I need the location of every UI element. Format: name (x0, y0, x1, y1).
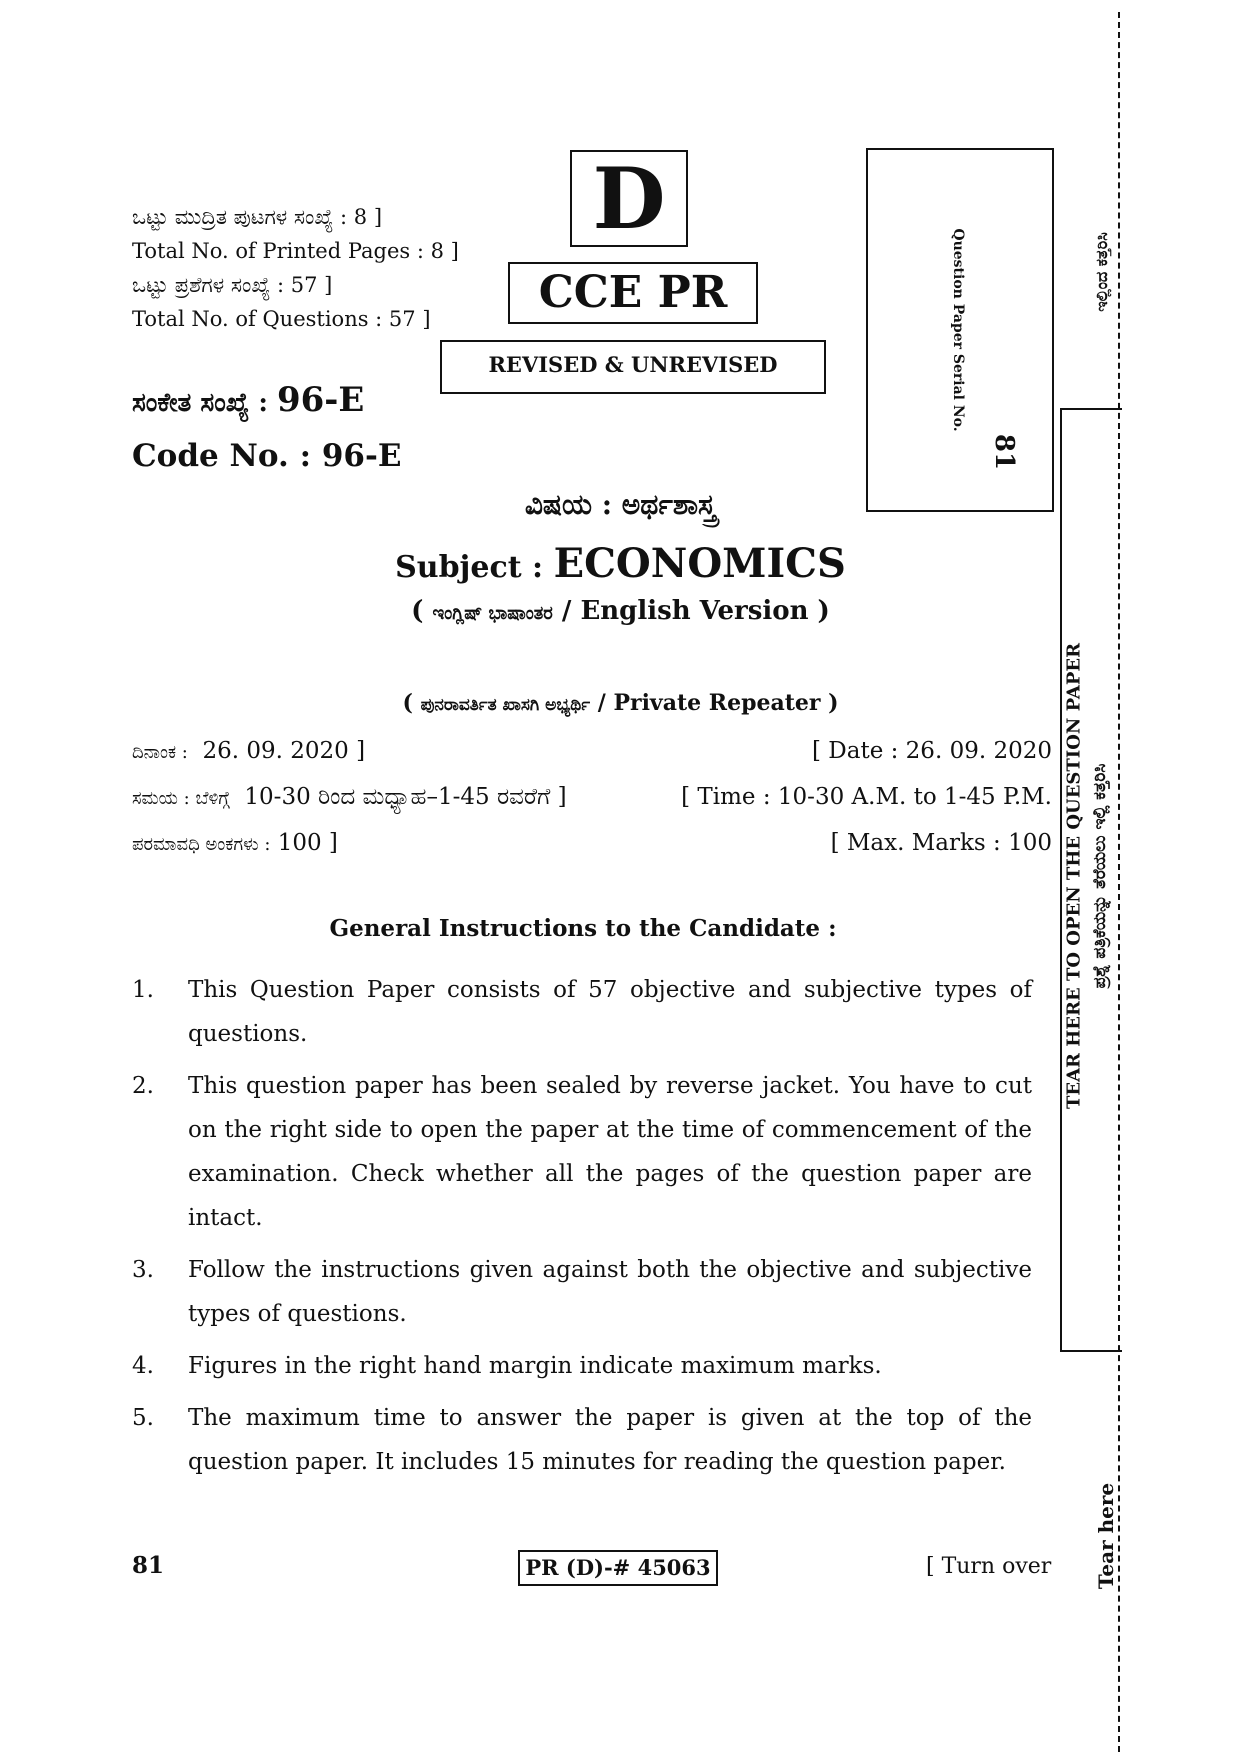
page-number: 81 (132, 1552, 165, 1579)
code-number-kn (132, 380, 364, 420)
tear-instruction-en: TEAR HERE TO OPEN THE QUESTION PAPER (1063, 642, 1085, 1110)
subject-kn: ವಿಷಯ : ಅರ್ಥಶಾಸ್ತ್ರ (524, 488, 717, 521)
subject-value: ECONOMICS (553, 540, 846, 587)
list-item: 1. This Question Paper consists of 57 objective and subjective types of questions. (132, 977, 1032, 1047)
repeater-en: / Private Repeater ) (597, 690, 839, 716)
printed-pages-kn: ಒಟ್ಟು ಮುದ್ರಿತ ಪುಟಗಳ ಸಂಖ್ಯೆ : 8 ] (132, 205, 383, 229)
page-counts (132, 200, 459, 336)
version-open: ( (411, 596, 424, 626)
revision-label: REVISED & UNREVISED (440, 340, 826, 394)
turn-over: [ Turn over (926, 1554, 1052, 1579)
serial-number: 81 (989, 433, 1019, 471)
code-number-en: Code No. : 96-E (132, 438, 402, 474)
exam-name: CCE PR (508, 262, 758, 324)
list-item: 2. This question paper has been sealed by reverse jacket. You have to cut on the right side to open the paper at the time of commencement of the examination. Check whether all the pages of the question paper are intact. (132, 1073, 1032, 1231)
instructions-heading: General Instructions to the Candidate : (329, 915, 837, 942)
cut-here-kn: ಇಲ್ಲಿಂದ ಕತ್ತರಿಸಿ (1092, 232, 1111, 312)
version-kn: ಇಂಗ್ಲಿಷ್ ಭಾಷಾಂತರ (432, 603, 553, 624)
version-line (0, 596, 1241, 626)
version-en: / English Version ) (561, 596, 830, 626)
total-questions-en: Total No. of Questions : 57 ] (132, 307, 431, 331)
tear-here-label: Tear here (1094, 1482, 1118, 1590)
subject-label: Subject : (395, 550, 544, 585)
list-item: 3. Follow the instructions given against both the objective and subjective types of questions. (132, 1257, 1032, 1327)
serial-label: Question Paper Serial No. (950, 228, 966, 432)
repeater-open: ( (402, 690, 413, 716)
marks-kn: ಪರಮಾವಧಿ ಅಂಕಗಳು : 100 ] (132, 830, 338, 856)
instructions-list (132, 968, 1032, 1492)
repeater-line (0, 690, 1241, 716)
set-letter: D (570, 150, 688, 247)
date-kn: ದಿನಾಂಕ : 26. 09. 2020 ] (132, 738, 366, 764)
printed-pages-en: Total No. of Printed Pages : 8 ] (132, 239, 459, 263)
time-kn: ಸಮಯ : ಬೆಳಿಗ್ಗೆ 10-30 ರಿಂದ ಮಧ್ಯಾಹ–1-45 ರವರೆಗೆ ] (132, 784, 567, 810)
subject-en (0, 540, 1241, 587)
list-item: 5. The maximum time to answer the paper is given at the top of the question paper. It includes 15 minutes for reading the question paper. (132, 1405, 1032, 1475)
list-item: 4. Figures in the right hand margin indicate maximum marks. (132, 1353, 882, 1379)
total-questions-kn: ಒಟ್ಟು ಪ್ರಶೆಗಳ ಸಂಖ್ಯೆ : 57 ] (132, 273, 333, 297)
code-kn-value: 96-E (276, 380, 365, 420)
time-en: [ Time : 10-30 A.M. to 1-45 P.M. (681, 784, 1052, 810)
date-en: [ Date : 26. 09. 2020 (812, 738, 1052, 764)
repeater-kn: ಪುನರಾವರ್ತಿತ ಖಾಸಗಿ ಅಭ್ಯರ್ಥಿ (420, 695, 591, 715)
tear-instruction-kn: ಪ್ರಶ್ನೆ ಪತ್ರಿಕೆಯನ್ನು ತೆರೆಯಲು ಇಲ್ಲಿ ಕತ್ತರಿಸಿ (1090, 763, 1110, 989)
paper-code: PR (D)-# 45063 (518, 1550, 718, 1586)
marks-en: [ Max. Marks : 100 (830, 830, 1052, 856)
code-kn-label: ಸಂಕೇತ ಸಂಖ್ಯೆ : (132, 388, 268, 418)
